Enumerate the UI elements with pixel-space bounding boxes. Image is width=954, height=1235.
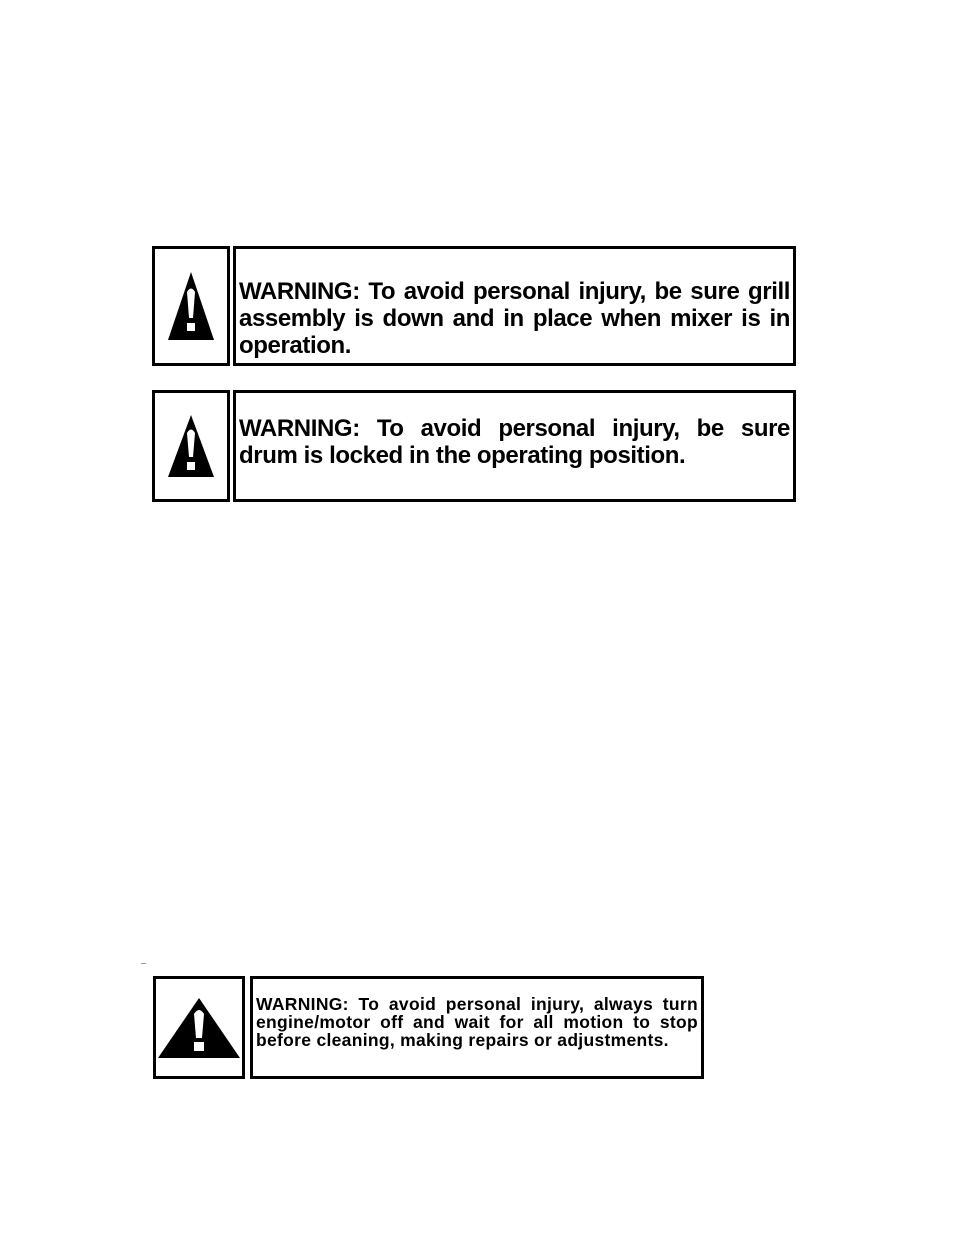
warning-text-frame bbox=[233, 390, 796, 502]
warning-icon-frame bbox=[153, 976, 245, 1079]
warning-icon-frame bbox=[152, 390, 230, 502]
warning-triangle-icon bbox=[166, 413, 216, 479]
warning-text: WARNING: To avoid personal injury, be sure drum is locked in the operating position. bbox=[239, 415, 790, 469]
warning-label-motion bbox=[153, 976, 704, 1079]
stray-mark bbox=[141, 963, 146, 964]
warning-text-frame bbox=[250, 976, 704, 1079]
warning-label-drum bbox=[152, 390, 796, 502]
warning-text: WARNING: To avoid personal injury, be sure grill assembly is down and in place when mixer is in operation. bbox=[239, 278, 790, 359]
warning-label-grill bbox=[152, 246, 796, 366]
warning-triangle-icon bbox=[166, 270, 216, 342]
warning-triangle-icon bbox=[156, 996, 242, 1060]
warning-text-frame bbox=[233, 246, 796, 366]
warning-text: WARNING: To avoid personal injury, always turn engine/motor off and wait for all motion to stop before cleaning, making repairs or adjustments. bbox=[256, 994, 698, 1050]
warning-icon-frame bbox=[152, 246, 230, 366]
